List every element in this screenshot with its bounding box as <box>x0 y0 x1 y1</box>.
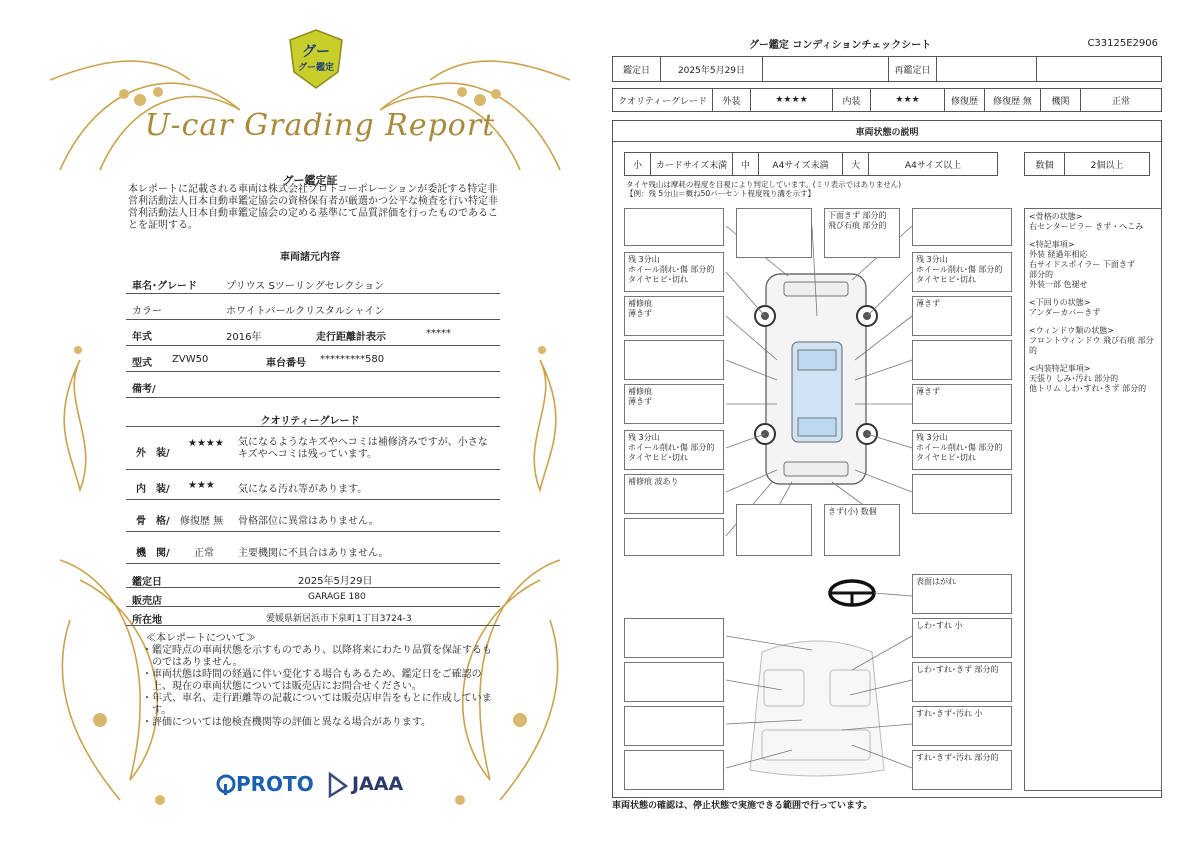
info-row-date <box>126 568 500 588</box>
frame-value: 修復歴 無 <box>180 516 224 527</box>
box-interior-left-1 <box>624 618 724 658</box>
box-steering: 表面はがれ <box>912 574 1012 614</box>
box-interior-2: しわ･すれ･きず 部分的 <box>912 662 1012 702</box>
chassis-label: 車台番号 <box>266 358 306 369</box>
block-line: 右センターピラー きず・へこみ <box>1029 222 1144 231</box>
box-rear-small-scratch: きず(小) 数個 <box>824 504 900 556</box>
certificate-body: 本レポートに記載される車両は株式会社プロトコーポレーションが委託する特定非営利活動法人日本自動車鑑定協会の資格保有者が厳選かつ公平な検査を行い特定非営利活動法人日本自動車鑑定協会の定める基準にて品質評価を行ったものであることを証明する。 <box>128 184 498 231</box>
sheet-title: グー鑑定 コンディションチェックシート <box>748 40 932 51</box>
box-left-front-tire: 残 3分山 ホイール削れ･傷 部分的 タイヤヒビ･切れ <box>624 252 724 292</box>
box-interior-4: すれ･きず･汚れ 部分的 <box>912 750 1012 790</box>
exterior-label: 外 装/ <box>136 448 170 459</box>
box-left-repair-1: 補修痕 薄きず <box>624 296 724 336</box>
spec-row-year <box>126 322 500 346</box>
reinspect-label: 再鑑定日 <box>889 57 937 81</box>
spec-row-model <box>126 348 500 372</box>
spec-section-title: 車両諸元内容 <box>280 252 340 263</box>
year-value: 2016年 <box>226 332 262 343</box>
engine-desc: 主要機関に不具合はありません。 <box>238 548 389 559</box>
block-line: 天張り しみ･汚れ 部分的 <box>1029 374 1119 383</box>
box-right-rear-tire: 残 3分山 ホイール削れ･傷 部分的 タイヤヒビ･切れ <box>912 430 1012 470</box>
box-interior-left-4 <box>624 750 724 790</box>
interior-desc: 気になる汚れ等があります。 <box>238 484 368 495</box>
box-rear-center <box>736 504 812 556</box>
grade-row-interior <box>126 472 500 500</box>
box-right-rear <box>912 474 1012 514</box>
condition-title: 車両状態の説明 <box>612 120 1162 142</box>
repair-value: 修復歴 無 <box>985 89 1041 111</box>
color-label: カラー <box>132 306 162 317</box>
block-line: 外装 経過年相応 <box>1029 250 1088 259</box>
badge-text: グー鑑定 <box>297 63 334 73</box>
jaaa-logo-text: JAAA <box>352 773 404 795</box>
box-interior-left-3 <box>624 706 724 746</box>
box-left-repair-2: 補修痕 薄きず <box>624 384 724 424</box>
engine-label: 機 関/ <box>136 548 170 559</box>
spec-row-color <box>126 296 500 320</box>
box-right-thin-1: 薄きず <box>912 296 1012 336</box>
size-mid: 中 <box>733 153 759 175</box>
proto-logo-icon <box>216 774 236 796</box>
block-heading: <特記事項> <box>1029 240 1075 249</box>
date-value: 2025年5月29日 <box>298 576 373 587</box>
box-rear-left <box>624 518 724 556</box>
date-value: 2025年5月29日 <box>661 57 763 81</box>
box-front-left <box>624 208 724 246</box>
logos <box>212 770 412 800</box>
special-notes-block <box>1029 240 1157 290</box>
mileage-label: 走行距離計表示 <box>316 332 386 343</box>
steering-wheel-icon <box>830 581 874 605</box>
window-block <box>1029 326 1157 356</box>
engine-value: 正常 <box>1111 96 1130 107</box>
remarks-label: 備考/ <box>132 384 156 395</box>
box-front-center <box>736 208 812 258</box>
address-label: 所在地 <box>132 615 162 626</box>
frame-state-block <box>1029 212 1157 232</box>
name-value: プリウス Sツーリングセレクション <box>226 281 385 292</box>
script-title: U-car Grading Report <box>144 108 496 143</box>
info-row-address <box>126 608 500 626</box>
notes-title: ≪本レポートについて≫ <box>146 633 256 644</box>
divider <box>126 426 500 427</box>
exterior-stars: ★★★★ <box>188 438 224 449</box>
box-right-mid <box>912 340 1012 380</box>
reinspect-blank <box>1037 57 1161 81</box>
count-legend-table <box>1024 152 1150 176</box>
int-value: ★★★ <box>871 89 945 111</box>
size-small: 小 <box>625 153 651 175</box>
size-mid-desc: A4サイズ未満 <box>759 153 843 175</box>
block-line: 右サイドスポイラー 下面きず <box>1029 260 1135 269</box>
date-label: 鑑定日 <box>613 57 661 81</box>
box-left-repair-dent: 補修痕 波あり <box>624 474 724 514</box>
note-item: ・鑑定時点の車両状態を示すものであり、以降将来にわたり品質を保証するものではありません。 <box>142 645 492 668</box>
size-large: 大 <box>843 153 869 175</box>
name-label: 車名･グレード <box>132 281 197 292</box>
grading-certificate <box>40 20 580 830</box>
model-label: 型式 <box>132 358 152 369</box>
block-heading: <ウィンドウ類の状態> <box>1029 326 1114 335</box>
size-small-desc: カードサイズ未満 <box>651 153 733 175</box>
model-value: ZVW50 <box>172 354 209 365</box>
grade-row-exterior <box>126 430 500 470</box>
exterior-desc: 気になるようなキズやヘコミは補修済みですが、小さなキズやヘコミは残っています。 <box>238 437 488 460</box>
int-label: 内装 <box>833 89 871 111</box>
grade-row-frame <box>126 504 500 532</box>
interior-notes-block <box>1029 364 1157 394</box>
block-line: 部分的 <box>1029 270 1053 279</box>
count-label: 数個 <box>1025 153 1065 175</box>
frame-label: 骨 格/ <box>136 516 170 527</box>
engine-value: 正常 <box>194 548 214 559</box>
ext-label: 外装 <box>713 89 751 111</box>
year-label: 年式 <box>132 332 152 343</box>
block-heading: <下回りの状態> <box>1029 298 1091 307</box>
block-heading: <内装特記事項> <box>1029 364 1091 373</box>
tire-note: タイヤ残山は摩耗の程度を目視により判定しています。(ミリ表示ではありません) <box>626 180 902 189</box>
note-item: ・年式、車名、走行距離等の記載については販売店申告をもとに作成しています。 <box>142 693 492 716</box>
date-label: 鑑定日 <box>132 577 162 588</box>
color-value: ホワイトパールクリスタルシャイン <box>226 306 385 317</box>
info-row-shop <box>126 589 500 607</box>
interior-label: 内 装/ <box>136 484 170 495</box>
shop-value: GARAGE 180 <box>308 592 366 602</box>
shop-label: 販売店 <box>132 596 162 607</box>
box-left-rear-tire: 残 3分山 ホイール削れ･傷 部分的 タイヤヒビ･切れ <box>624 430 724 470</box>
block-line: 外装一部 色褪せ <box>1029 280 1088 289</box>
condition-notes-panel <box>1024 208 1162 791</box>
address-value: 愛媛県新居浜市下泉町1丁目3724-3 <box>266 614 412 624</box>
condition-check-sheet <box>612 30 1164 820</box>
box-front-right <box>912 208 1012 246</box>
block-line: 他トリム しわ･すれ･きず 部分的 <box>1029 384 1147 393</box>
box-front-underside: 下面きず 部分的 飛び石痕 部分的 <box>824 208 900 258</box>
ext-value: ★★★★ <box>751 89 833 111</box>
mileage-value: ***** <box>426 328 451 339</box>
engine-label: 機関 <box>1041 89 1081 111</box>
jaaa-logo-icon <box>328 772 348 798</box>
car-top-view <box>766 274 866 484</box>
box-interior-1: しわ･すれ 小 <box>912 618 1012 658</box>
block-line: フロントウィンドウ 飛び石痕 部分的 <box>1029 336 1154 355</box>
report-notes <box>140 633 500 729</box>
sheet-footer: 車両状態の確認は、停止状態で実施できる範囲で行っています。 <box>612 801 873 811</box>
count-desc: 2個以上 <box>1090 160 1124 171</box>
box-left-mid <box>624 340 724 380</box>
tire-example: 【例：残 5分山＝概ね50パーセント程度残り溝を示す】 <box>626 189 816 198</box>
box-interior-left-2 <box>624 662 724 702</box>
box-right-thin-2: 薄きず <box>912 384 1012 424</box>
frame-desc: 骨格部位に異常はありません。 <box>238 516 379 527</box>
spec-row-remarks <box>126 374 500 398</box>
spec-row-name <box>126 272 500 294</box>
box-interior-3: すれ･きず･汚れ 小 <box>912 706 1012 746</box>
block-line: アンダーカバーきず <box>1029 308 1101 317</box>
svg-text:グー: グー <box>302 44 330 60</box>
goo-kantei-badge-icon <box>288 28 344 90</box>
sheet-code: C33125E2906 <box>1087 38 1158 49</box>
block-heading: <骨格の状態> <box>1029 212 1083 221</box>
underbody-block <box>1029 298 1157 318</box>
grade-section-title: クオリティーグレード <box>260 416 360 427</box>
certificate-title: グー鑑定証 <box>282 174 338 187</box>
size-large-desc: A4サイズ以上 <box>904 160 962 171</box>
proto-logo-text: PROTO <box>236 772 314 796</box>
interior-stars: ★★★ <box>188 480 215 491</box>
grade-row-engine <box>126 536 500 564</box>
note-item: ・車両状態は時間の経過に伴い変化する場合もあるため、鑑定日をご確認の上、現在の車両状態については販売店にお問合せください。 <box>142 669 482 692</box>
chassis-value: *********580 <box>320 354 385 365</box>
note-item: ・評価については他検査機関等の評価と異なる場合があります。 <box>142 717 431 728</box>
repair-label: 修復歴 <box>945 89 985 111</box>
box-right-front-tire: 残 3分山 ホイール削れ･傷 部分的 タイヤヒビ･切れ <box>912 252 1012 292</box>
grade-label: クオリティーグレード <box>613 89 713 111</box>
